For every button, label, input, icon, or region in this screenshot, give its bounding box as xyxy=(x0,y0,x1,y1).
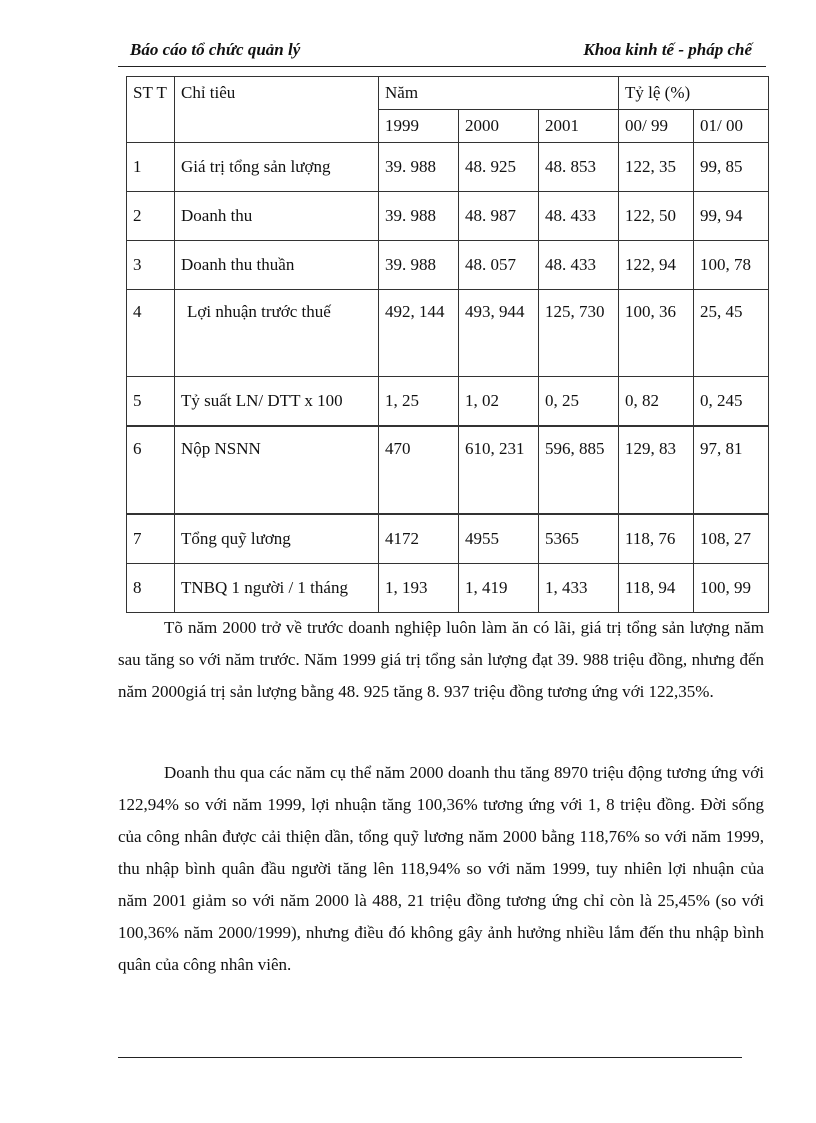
header-left-title: Báo cáo tổ chức quản lý xyxy=(130,40,301,59)
cell-2000: 610, 231 xyxy=(459,426,539,514)
table-row xyxy=(127,290,769,377)
cell-2001: 1, 433 xyxy=(539,564,619,613)
cell-indicator: Doanh thu thuần xyxy=(175,241,379,290)
cell-stt: 6 xyxy=(127,426,175,514)
cell-indicator: TNBQ 1 người / 1 tháng xyxy=(175,564,379,613)
cell-ratio-01-00: 0, 245 xyxy=(694,377,769,427)
cell-indicator: Doanh thu xyxy=(175,192,379,241)
footer-divider xyxy=(118,1057,742,1058)
body-paragraph-2: Doanh thu qua các năm cụ thể năm 2000 doanh thu tăng 8970 triệu động tương ứng với 122,94% so với năm 1999, lợi nhuận tăng 100,36% tương ứng với 1, 8 triệu đồng. Đời sống của công nhân được cải thiện dần, tổng quỹ lương năm 2000 bằng 118,76% so với năm 1999, thu nhập bình quân đầu người tăng lên 118,94% so với năm 1999, tuy nhiên lợi nhuận của năm 2001 giảm so với năm 2000 là 488, 21 triệu đồng tương ứng chỉ còn là 25,45% (so với 100,36% năm 2000/1999), nhưng điều đó không gây ảnh hưởng nhiều lắm đến thu nhập bình quân của công nhân viên. xyxy=(118,763,764,974)
cell-2000: 1, 419 xyxy=(459,564,539,613)
cell-2000: 48. 925 xyxy=(459,143,539,192)
cell-stt: 4 xyxy=(127,290,175,377)
cell-indicator: Tỷ suất LN/ DTT x 100 xyxy=(175,377,379,427)
cell-2001: 48. 433 xyxy=(539,192,619,241)
cell-1999: 39. 988 xyxy=(379,143,459,192)
cell-1999: 492, 144 xyxy=(379,290,459,377)
cell-ratio-01-00: 108, 27 xyxy=(694,514,769,564)
cell-stt: 2 xyxy=(127,192,175,241)
table-row xyxy=(127,426,769,514)
body-paragraph-1: Tõ năm 2000 trở về trước doanh nghiệp luôn làm ăn có lãi, giá trị tổng sản lượng năm sau tăng so với năm trước. Năm 1999 giá trị tổng sản lượng đạt 39. 988 triệu đồng, nhưng đến năm 2000giá trị sản lượng bằng 48. 925 tăng 8. 937 triệu đồng tương ứng với 122,35%. xyxy=(118,618,764,701)
cell-2001: 125, 730 xyxy=(539,290,619,377)
cell-ratio-00-99: 118, 94 xyxy=(619,564,694,613)
cell-2000: 48. 057 xyxy=(459,241,539,290)
cell-ratio-00-99: 129, 83 xyxy=(619,426,694,514)
cell-1999: 1, 193 xyxy=(379,564,459,613)
cell-stt: 5 xyxy=(127,377,175,427)
cell-2001: 48. 433 xyxy=(539,241,619,290)
table-row xyxy=(127,514,769,564)
header-year: Năm xyxy=(379,77,619,110)
cell-ratio-00-99: 122, 35 xyxy=(619,143,694,192)
cell-1999: 470 xyxy=(379,426,459,514)
cell-ratio-01-00: 97, 81 xyxy=(694,426,769,514)
cell-stt: 7 xyxy=(127,514,175,564)
header-1999: 1999 xyxy=(379,110,459,143)
header-2001: 2001 xyxy=(539,110,619,143)
cell-indicator: Giá trị tổng sản lượng xyxy=(175,143,379,192)
cell-2000: 4955 xyxy=(459,514,539,564)
table-row xyxy=(127,143,769,192)
cell-ratio-01-00: 99, 94 xyxy=(694,192,769,241)
header-right-title: Khoa kinh tế - pháp chế xyxy=(583,40,752,59)
financial-indicators-table xyxy=(126,76,769,613)
cell-1999: 39. 988 xyxy=(379,192,459,241)
header-2000: 2000 xyxy=(459,110,539,143)
header-ratio: Tỷ lệ (%) xyxy=(619,77,769,110)
table-row xyxy=(127,192,769,241)
cell-stt: 8 xyxy=(127,564,175,613)
header-ratio-01-00: 01/ 00 xyxy=(694,110,769,143)
table-row xyxy=(127,241,769,290)
page-header xyxy=(118,38,766,67)
cell-ratio-01-00: 25, 45 xyxy=(694,290,769,377)
cell-indicator: Tổng quỹ lương xyxy=(175,514,379,564)
cell-stt: 3 xyxy=(127,241,175,290)
cell-ratio-01-00: 99, 85 xyxy=(694,143,769,192)
cell-ratio-00-99: 118, 76 xyxy=(619,514,694,564)
cell-2001: 0, 25 xyxy=(539,377,619,427)
cell-2000: 493, 944 xyxy=(459,290,539,377)
cell-2001: 48. 853 xyxy=(539,143,619,192)
header-ratio-00-99: 00/ 99 xyxy=(619,110,694,143)
table-row xyxy=(127,377,769,427)
cell-ratio-00-99: 122, 50 xyxy=(619,192,694,241)
cell-1999: 1, 25 xyxy=(379,377,459,427)
header-stt: ST T xyxy=(127,77,175,143)
cell-ratio-01-00: 100, 99 xyxy=(694,564,769,613)
table-row xyxy=(127,564,769,613)
cell-2001: 5365 xyxy=(539,514,619,564)
cell-ratio-01-00: 100, 78 xyxy=(694,241,769,290)
cell-1999: 4172 xyxy=(379,514,459,564)
cell-2000: 48. 987 xyxy=(459,192,539,241)
cell-indicator: Lợi nhuận trước thuế xyxy=(175,290,379,377)
cell-stt: 1 xyxy=(127,143,175,192)
cell-2000: 1, 02 xyxy=(459,377,539,427)
cell-indicator: Nộp NSNN xyxy=(175,426,379,514)
cell-ratio-00-99: 100, 36 xyxy=(619,290,694,377)
cell-ratio-00-99: 122, 94 xyxy=(619,241,694,290)
cell-1999: 39. 988 xyxy=(379,241,459,290)
table-header-row xyxy=(127,77,769,110)
cell-2001: 596, 885 xyxy=(539,426,619,514)
header-indicator: Chỉ tiêu xyxy=(175,77,379,143)
cell-ratio-00-99: 0, 82 xyxy=(619,377,694,427)
